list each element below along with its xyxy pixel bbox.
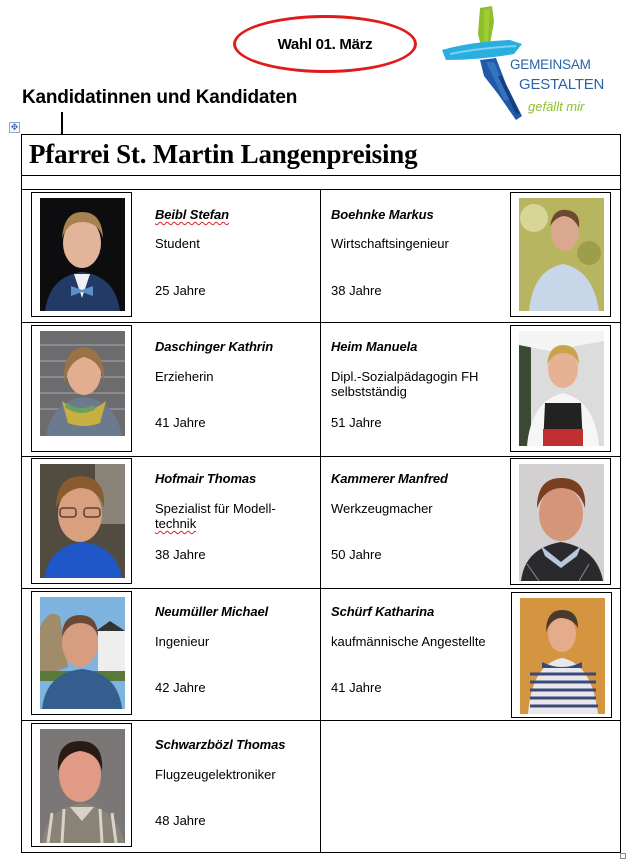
candidate-age: 50 Jahre xyxy=(331,547,382,562)
candidate-occupation: Erzieherin xyxy=(155,369,214,384)
candidate-age: 48 Jahre xyxy=(155,813,206,828)
candidate-occupation: Ingenieur xyxy=(155,634,210,649)
election-date-label: Wahl 01. März xyxy=(277,35,373,53)
photo-frame xyxy=(31,591,132,715)
candidate-age: 42 Jahre xyxy=(155,680,206,695)
gemeinsam-gestalten-logo xyxy=(440,4,630,129)
candidate-occupation: Werkzeugmacher xyxy=(331,501,433,516)
candidate-photo xyxy=(40,464,125,578)
candidate-name: Schürf Katharina xyxy=(331,604,435,619)
candidate-name: Beibl Stefan xyxy=(155,207,229,222)
candidate-age: 41 Jahre xyxy=(331,680,382,695)
logo-tagline: gefällt mir xyxy=(528,99,585,114)
candidate-occupation: Dipl.-Sozialpädagogin FH selbstständig xyxy=(331,369,479,399)
candidate-occupation: Flugzeugelektroniker xyxy=(155,767,276,782)
photo-frame xyxy=(510,325,611,452)
table-title: Pfarrei St. Martin Langenpreising xyxy=(29,139,418,169)
photo-frame xyxy=(31,325,132,452)
page-heading: Kandidatinnen und Kandidaten xyxy=(22,87,298,108)
table-move-handle-icon[interactable]: ✥ xyxy=(10,122,19,132)
logo-line-1: GEMEINSAM xyxy=(510,57,591,72)
candidate-photo xyxy=(40,729,125,843)
candidate-photo xyxy=(40,331,125,436)
candidate-name: Boehnke Markus xyxy=(331,207,434,222)
candidate-age: 38 Jahre xyxy=(155,547,206,562)
candidate-name: Hofmair Thomas xyxy=(155,471,257,486)
logo-line-2: GESTALTEN xyxy=(519,76,605,93)
candidate-photo xyxy=(519,331,604,446)
candidate-photo xyxy=(519,464,604,581)
row-divider xyxy=(22,456,620,457)
photo-frame xyxy=(31,458,132,584)
candidate-name: Schwarzbözl Thomas xyxy=(155,737,286,752)
row-divider xyxy=(22,175,620,176)
candidate-occupation: Wirtschaftsingenieur xyxy=(331,236,449,251)
row-divider xyxy=(22,322,620,323)
photo-frame xyxy=(510,192,611,317)
column-divider xyxy=(320,189,321,853)
candidate-photo xyxy=(40,198,125,311)
candidate-photo xyxy=(40,597,125,709)
text-cursor xyxy=(61,112,63,134)
candidate-name: Heim Manuela xyxy=(331,339,418,354)
candidate-name: Neumüller Michael xyxy=(155,604,269,619)
row-divider xyxy=(22,720,620,721)
candidate-name: Kammerer Manfred xyxy=(331,471,448,486)
candidate-photo xyxy=(520,598,605,714)
row-divider xyxy=(22,189,620,190)
candidate-age: 51 Jahre xyxy=(331,415,382,430)
photo-frame xyxy=(31,192,132,317)
table-resize-handle[interactable] xyxy=(620,853,626,859)
candidate-age: 38 Jahre xyxy=(331,283,382,298)
candidate-age: 41 Jahre xyxy=(155,415,206,430)
candidate-age: 25 Jahre xyxy=(155,283,206,298)
candidate-photo xyxy=(519,198,604,311)
candidate-name: Daschinger Kathrin xyxy=(155,339,274,354)
candidate-occupation: kaufmännische Angestellte xyxy=(331,634,486,649)
candidate-occupation: Student xyxy=(155,236,200,251)
photo-frame xyxy=(31,723,132,847)
row-divider xyxy=(22,588,620,589)
candidate-occupation: Spezialist für Modell- technik xyxy=(155,501,276,531)
election-date-badge xyxy=(233,15,417,73)
photo-frame xyxy=(510,458,611,585)
photo-frame xyxy=(511,592,612,718)
candidates-table xyxy=(21,134,621,853)
